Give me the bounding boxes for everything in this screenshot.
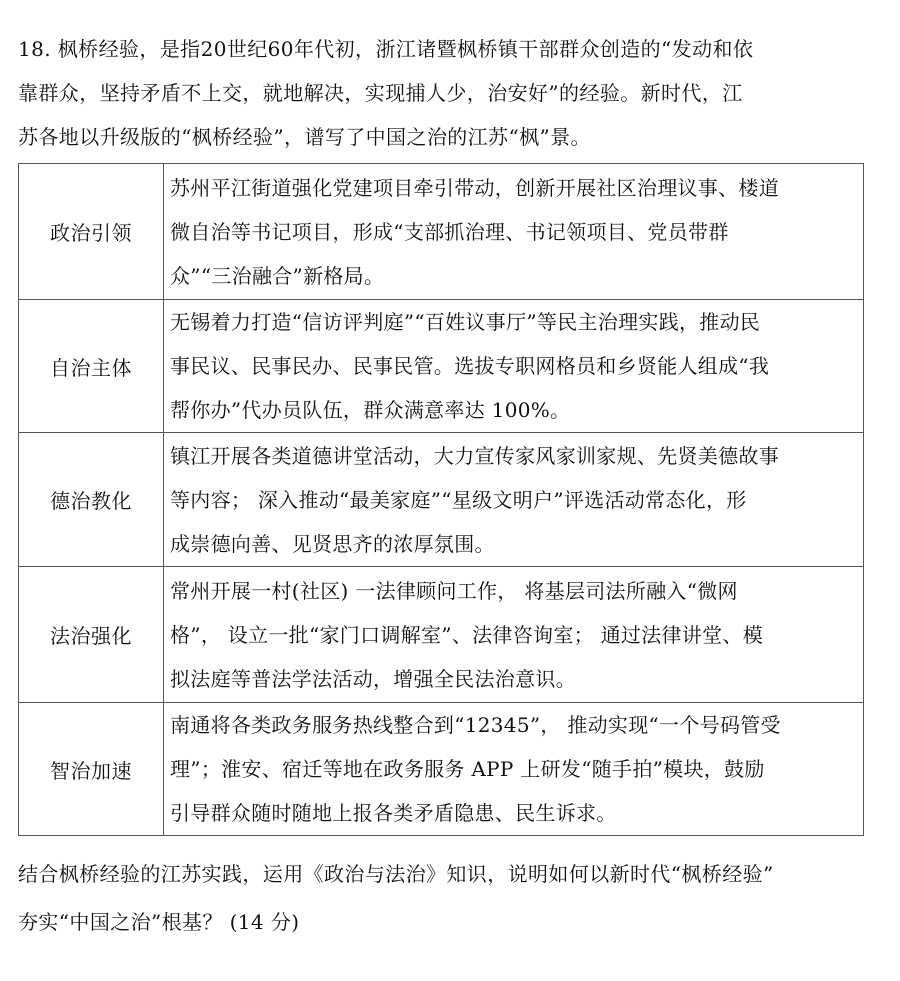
category-cell: 法治强化 <box>19 567 164 703</box>
description-cell <box>164 164 864 300</box>
category-cell: 自治主体 <box>19 300 164 433</box>
table-row <box>19 703 864 836</box>
description-line: 格”， 设立一批“家门口调解室”、法律咨询室； 通过法律讲堂、模 <box>170 622 763 647</box>
category-cell: 政治引领 <box>19 164 164 300</box>
description-cell <box>164 433 864 567</box>
description-line: 成崇德向善、见贤思齐的浓厚氛围。 <box>170 531 495 556</box>
category-cell: 德治教化 <box>19 433 164 567</box>
table-row <box>19 164 864 300</box>
description-line: 无锡着力打造“信访评判庭”“百姓议事厅”等民主治理实践，推动民 <box>170 310 761 334</box>
description-line: 理”；淮安、宿迁等地在政务服务 APP 上研发“随手拍”模块，鼓励 <box>170 757 765 781</box>
table-row <box>19 433 864 567</box>
description-line: 常州开展一村(社区) 一法律顾问工作， 将基层司法所融入“微网 <box>170 578 738 603</box>
description-line: 等内容； 深入推动“最美家庭”“星级文明户”评选活动常态化，形 <box>170 487 747 512</box>
category-cell: 智治加速 <box>19 703 164 836</box>
table-row <box>19 300 864 433</box>
table-row <box>19 567 864 703</box>
description-line: 南通将各类政务服务热线整合到“12345”， 推动实现“一个号码管受 <box>170 713 781 737</box>
stem-line: 靠群众，坚持矛盾不上交，就地解决，实现捕人少，治安好”的经验。新时代，江 <box>18 81 743 105</box>
description-line: 拟法庭等普法学法活动，增强全民法治意识。 <box>170 666 576 691</box>
description-line: 微自治等书记项目，形成“支部抓治理、书记领项目、党员带群 <box>170 219 729 244</box>
description-cell <box>164 300 864 433</box>
description-line: 苏州平江街道强化党建项目牵引带动，创新开展社区治理议事、楼道 <box>170 175 779 200</box>
description-line: 帮你办”代办员队伍，群众满意率达 100%。 <box>170 398 571 422</box>
description-cell <box>164 703 864 836</box>
question-prompt <box>18 850 878 946</box>
description-line: 镇江开展各类道德讲堂活动，大力宣传家风家训家规、先贤美德故事 <box>170 443 779 468</box>
governance-cases-table <box>18 163 864 836</box>
description-line: 事民议、民事民办、民事民管。选拔专职网格员和乡贤能人组成“我 <box>170 354 770 378</box>
description-line: 引导群众随时随地上报各类矛盾隐患、民生诉求。 <box>170 801 617 825</box>
description-line: 众”“三治融合”新格局。 <box>170 263 385 288</box>
stem-line: 苏各地以升级版的“枫桥经验”，谱写了中国之治的江苏“枫”景。 <box>18 125 591 149</box>
prompt-line: 结合枫桥经验的江苏实践，运用《政治与法治》知识，说明如何以新时代“枫桥经验” <box>18 862 774 886</box>
prompt-line: 夯实“中国之治”根基？ (14 分) <box>18 910 300 934</box>
question-stem <box>18 27 868 159</box>
description-cell <box>164 567 864 703</box>
stem-line: 18. 枫桥经验，是指20世纪60年代初，浙江诸暨枫桥镇干部群众创造的“发动和依 <box>18 37 754 61</box>
